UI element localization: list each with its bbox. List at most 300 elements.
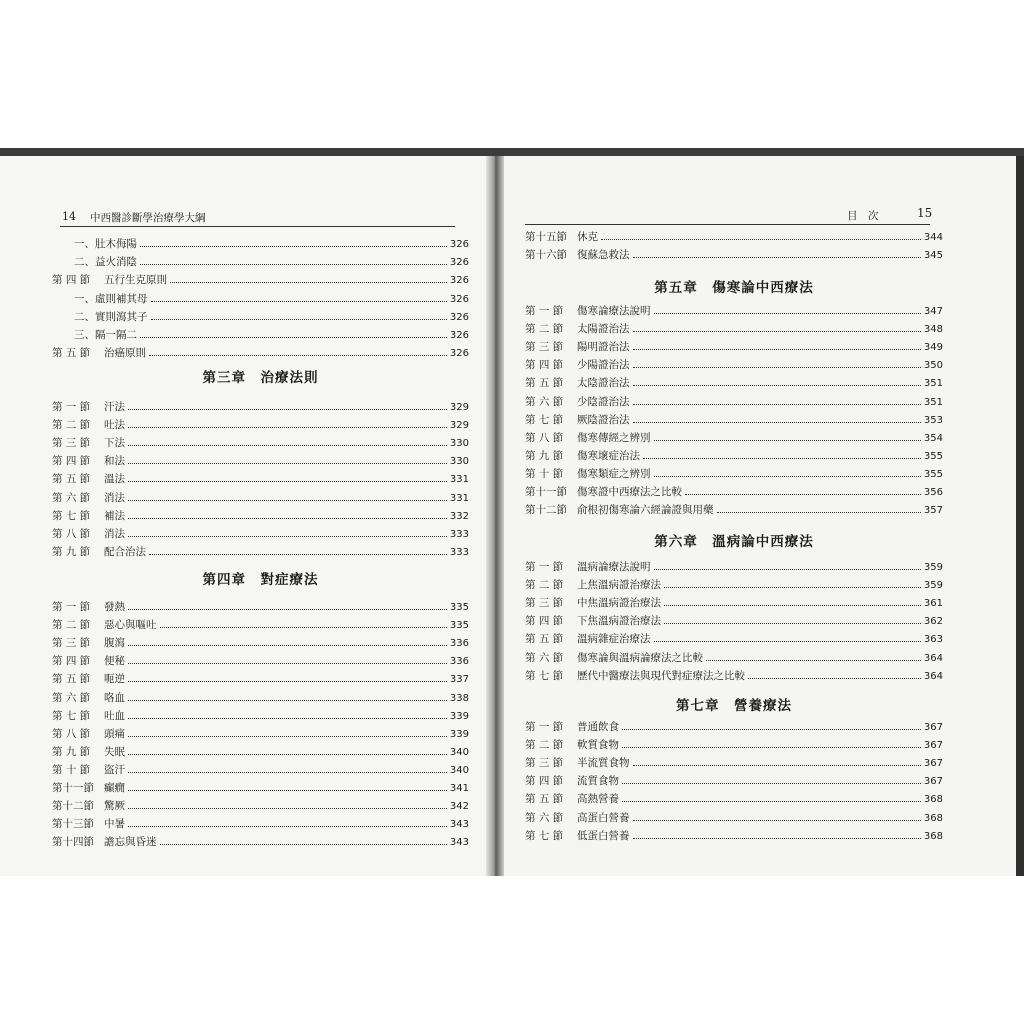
leader-dots (643, 457, 921, 459)
section-label: 第 六 節 (52, 691, 91, 704)
leader-dots (149, 354, 447, 356)
toc-entry (525, 229, 943, 244)
section-label: 第 十 節 (525, 467, 564, 480)
toc-entry (52, 816, 469, 831)
section-label: 第 一 節 (525, 561, 564, 573)
section-label: 第 七 節 (525, 669, 564, 682)
section-title: 配合治法 (104, 545, 146, 558)
toc-entry (525, 595, 943, 610)
toc-entry (525, 448, 943, 463)
toc-entry (52, 762, 469, 777)
section-title: 傷寒證中西療法之比較 (577, 486, 682, 498)
section-title: 傷寒壞症治法 (577, 449, 640, 462)
leader-dots (128, 753, 447, 755)
section-label: 第 十 節 (52, 763, 91, 776)
section-label: 第十五節 (525, 231, 567, 243)
toc-entry (525, 668, 943, 683)
toc-entry (52, 345, 469, 360)
toc-entry (52, 617, 469, 632)
section-label: 第 二 節 (525, 579, 564, 592)
leader-dots (664, 604, 921, 606)
toc-entry (52, 435, 469, 450)
section-title: 消法 (104, 527, 125, 540)
leader-dots (664, 622, 921, 624)
toc-entry (52, 508, 469, 523)
section-title: 溫病雜症治療法 (577, 633, 651, 646)
section-title: 治癌原則 (104, 347, 146, 360)
section-label: 第 四 節 (525, 359, 564, 372)
toc-entry (52, 309, 469, 324)
section-title: 中暑 (104, 818, 125, 831)
toc-entry (52, 453, 469, 468)
section-title: 二、實則瀉其子 (74, 310, 148, 323)
page-ref: 361 (923, 598, 943, 610)
section-title: 高蛋白營養 (577, 811, 630, 824)
leader-dots (128, 426, 447, 428)
section-label: 第十二節 (52, 800, 94, 813)
section-label: 第 四 節 (525, 775, 564, 788)
section-title: 和法 (104, 455, 125, 468)
section-title: 頭痛 (104, 727, 125, 740)
page-ref: 333 (449, 546, 469, 558)
section-title: 溫法 (104, 473, 125, 486)
section-label: 第 一 節 (525, 305, 564, 317)
toc-entry (525, 321, 943, 336)
leader-dots (633, 403, 921, 405)
toc-entry (52, 399, 469, 414)
leader-dots (128, 735, 447, 737)
page-ref: 345 (923, 250, 943, 261)
leader-dots (128, 699, 447, 701)
toc-entry (525, 828, 943, 843)
section-title: 便秘 (104, 655, 125, 668)
right-header-rule (525, 224, 930, 225)
section-title: 惡心與嘔吐 (104, 619, 157, 632)
leader-dots (160, 843, 447, 845)
leader-dots (654, 640, 921, 642)
page-ref: 367 (923, 758, 943, 770)
section-title: 休克 (577, 231, 598, 243)
page-ref: 339 (449, 728, 469, 740)
leader-dots (622, 782, 921, 784)
page-ref: 368 (923, 812, 943, 824)
page-ref: 326 (449, 275, 469, 287)
page-ref: 340 (449, 746, 469, 758)
toc-entry (52, 526, 469, 541)
toc-entry (525, 412, 943, 427)
section-label: 第 六 節 (525, 395, 564, 408)
toc-entry (525, 466, 943, 481)
section-label: 第 四 節 (52, 455, 91, 468)
leader-dots (633, 837, 921, 839)
section-label: 第 一 節 (52, 401, 91, 413)
page-ref: 344 (923, 232, 943, 243)
toc-entry (52, 798, 469, 813)
toc-entry (52, 653, 469, 668)
left-page-number: 14 (62, 210, 76, 223)
page-ref: 357 (923, 505, 943, 517)
page-ref: 332 (449, 510, 469, 522)
toc-entry (52, 780, 469, 795)
section-title: 消法 (104, 491, 125, 504)
section-label: 第 五 節 (52, 473, 91, 486)
leader-dots (128, 480, 447, 482)
leader-dots (633, 819, 921, 821)
toc-entry (525, 650, 943, 665)
section-title: 盜汗 (104, 763, 125, 776)
section-title: 傷寒類症之辨別 (577, 467, 651, 480)
section-title: 厥陰證治法 (577, 413, 630, 426)
section-label: 第 九 節 (525, 449, 564, 462)
page-ref: 342 (449, 801, 469, 813)
section-label: 第十三節 (52, 818, 94, 831)
section-label: 第 六 節 (525, 651, 564, 664)
left-page (0, 156, 493, 876)
section-label: 第 七 節 (52, 509, 91, 522)
section-title: 補法 (104, 509, 125, 522)
scan-right-border (1016, 156, 1024, 876)
toc-entry (525, 755, 943, 770)
toc-entry (52, 544, 469, 559)
section-label: 第 三 節 (525, 341, 564, 354)
page-ref: 341 (449, 783, 469, 794)
page-ref: 336 (449, 638, 469, 650)
leader-dots (149, 553, 447, 555)
section-title: 五行生克原則 (104, 274, 167, 287)
leader-dots (717, 511, 921, 513)
left-header-rule (60, 226, 455, 227)
toc-entry (52, 291, 469, 306)
leader-dots (128, 807, 447, 809)
leader-dots (170, 281, 447, 283)
section-label: 第十一節 (52, 782, 94, 794)
page-ref: 367 (923, 776, 943, 788)
leader-dots (128, 462, 447, 464)
leader-dots (601, 238, 921, 240)
section-label: 第 二 節 (52, 619, 91, 632)
right-page (495, 156, 1024, 876)
toc-entry (52, 708, 469, 723)
toc-entry (525, 339, 943, 354)
toc-entry (52, 417, 469, 432)
page-ref: 336 (449, 656, 469, 668)
section-title: 半流質食物 (577, 757, 630, 770)
page-ref: 350 (923, 360, 943, 372)
section-title: 太陽證治法 (577, 323, 630, 336)
toc-entry (52, 726, 469, 741)
section-title: 一、虛則補其母 (74, 292, 148, 305)
page-ref: 330 (449, 438, 469, 450)
section-title: 呃逆 (104, 673, 125, 686)
section-title: 咯血 (104, 691, 125, 704)
chapter-7-heading: 第七章 營養療法 (676, 698, 792, 714)
leader-dots (633, 366, 921, 368)
page-ref: 355 (923, 450, 943, 462)
leader-dots (128, 789, 447, 791)
section-title: 上焦溫病證治療法 (577, 579, 661, 592)
leader-dots (128, 771, 447, 773)
section-label: 第 七 節 (525, 413, 564, 426)
leader-dots (633, 330, 921, 332)
leader-dots (633, 256, 921, 258)
toc-entry (52, 834, 469, 849)
toc-entry (525, 357, 943, 372)
page-ref: 326 (449, 239, 469, 250)
toc-entry (525, 773, 943, 788)
leader-dots (160, 626, 447, 628)
section-label: 第 三 節 (52, 437, 91, 450)
section-title: 汗法 (104, 401, 125, 413)
chapter-4-heading: 第四章 對症療法 (202, 572, 319, 588)
section-title: 傷寒論療法說明 (577, 305, 651, 317)
leader-dots (633, 764, 921, 766)
section-title: 驚厥 (104, 800, 125, 813)
leader-dots (622, 746, 921, 748)
section-title: 下法 (104, 437, 125, 450)
leader-dots (633, 384, 921, 386)
page-ref: 364 (923, 670, 943, 682)
toc-entry (525, 303, 943, 318)
section-title: 傷寒傳經之辨別 (577, 431, 651, 444)
page-ref: 363 (923, 634, 943, 646)
toc-entry (525, 719, 943, 734)
page-ref: 326 (449, 293, 469, 305)
toc-entry (525, 394, 943, 409)
section-label: 第 七 節 (525, 829, 564, 842)
leader-dots (664, 586, 921, 588)
toc-entry (525, 631, 943, 646)
section-title: 三、隔一隔二 (74, 329, 137, 341)
section-label: 第 八 節 (525, 431, 564, 444)
chapter-6-heading: 第六章 溫病論中西療法 (654, 534, 814, 550)
section-label: 第 一 節 (52, 601, 91, 613)
page-ref: 340 (449, 764, 469, 776)
toc-entry (52, 635, 469, 650)
section-title: 低蛋白營養 (577, 829, 630, 842)
page-ref: 335 (449, 620, 469, 632)
leader-dots (654, 439, 921, 441)
leader-dots (685, 493, 921, 495)
section-label: 第 三 節 (52, 637, 91, 650)
leader-dots (633, 421, 921, 423)
page-ref: 326 (449, 330, 469, 341)
section-title: 腹瀉 (104, 637, 125, 650)
page-ref: 335 (449, 602, 469, 613)
section-title: 發熱 (104, 601, 125, 613)
toc-entry (52, 744, 469, 759)
page-ref: 367 (923, 740, 943, 752)
section-label: 第 二 節 (525, 739, 564, 752)
toc-entry (525, 737, 943, 752)
section-label: 第 九 節 (52, 545, 91, 558)
section-title: 流質食物 (577, 775, 619, 788)
page-ref: 326 (449, 348, 469, 360)
section-label: 第 三 節 (525, 597, 564, 610)
toc-entry (52, 599, 469, 614)
page-ref: 330 (449, 456, 469, 468)
section-title: 太陰證治法 (577, 377, 630, 390)
leader-dots (151, 300, 447, 302)
section-label: 第 五 節 (525, 793, 564, 806)
page-ref: 348 (923, 324, 943, 336)
section-label: 第 四 節 (52, 655, 91, 668)
page-ref: 359 (923, 580, 943, 592)
section-title: 陽明證治法 (577, 341, 630, 354)
leader-dots (140, 245, 447, 247)
toc-entry (52, 236, 469, 251)
leader-dots (654, 568, 921, 570)
page-ref: 355 (923, 468, 943, 480)
section-title: 歷代中醫療法與現代對症療法之比較 (577, 669, 745, 682)
section-label: 第 六 節 (52, 491, 91, 504)
page-ref: 343 (449, 837, 469, 849)
page-ref: 349 (923, 342, 943, 354)
book-gutter (486, 156, 504, 876)
toc-entry (52, 327, 469, 342)
section-label: 第 五 節 (525, 633, 564, 646)
toc-entry (52, 690, 469, 705)
section-label: 第 五 節 (52, 347, 91, 360)
leader-dots (128, 535, 447, 537)
section-label: 第 二 節 (52, 419, 91, 432)
right-page-number: 15 (917, 206, 933, 220)
page-ref: 343 (449, 819, 469, 831)
section-label: 第十四節 (52, 836, 94, 849)
page-ref: 333 (449, 528, 469, 540)
leader-dots (654, 312, 921, 314)
page-ref: 359 (923, 562, 943, 573)
section-title: 軟質食物 (577, 739, 619, 752)
leader-dots (128, 517, 447, 519)
leader-dots (128, 825, 447, 827)
page-ref: 331 (449, 492, 469, 504)
section-title: 少陽證治法 (577, 359, 630, 372)
page-ref: 353 (923, 414, 943, 426)
leader-dots (128, 717, 447, 719)
left-running-title: 中西醫診斷學治療學大綱 (90, 212, 206, 224)
page-ref: 339 (449, 710, 469, 722)
page-ref: 326 (449, 257, 469, 269)
right-running-title: 目 次 (847, 210, 879, 222)
section-label: 第 七 節 (52, 709, 91, 722)
leader-dots (654, 475, 921, 477)
section-label: 第十六節 (525, 249, 567, 261)
toc-entry (52, 272, 469, 287)
leader-dots (140, 336, 447, 338)
toc-entry (525, 791, 943, 806)
page-ref: 364 (923, 652, 943, 664)
leader-dots (128, 499, 447, 501)
page-ref: 367 (923, 722, 943, 733)
section-label: 第 六 節 (525, 811, 564, 824)
toc-entry (525, 559, 943, 574)
section-label: 第 五 節 (52, 673, 91, 686)
toc-entry (525, 502, 943, 517)
toc-entry (525, 613, 943, 628)
page-ref: 329 (449, 420, 469, 432)
section-title: 中焦溫病證治療法 (577, 597, 661, 610)
page-ref: 351 (923, 378, 943, 390)
section-label: 第 八 節 (52, 527, 91, 540)
toc-entry (525, 247, 943, 262)
toc-entry (525, 430, 943, 445)
page-ref: 347 (923, 306, 943, 317)
toc-entry (525, 375, 943, 390)
section-label: 第 九 節 (52, 745, 91, 758)
section-title: 少陰證治法 (577, 395, 630, 408)
page-ref: 351 (923, 396, 943, 408)
leader-dots (128, 408, 447, 410)
section-title: 俞根初傷寒論六經論證與用藥 (577, 504, 714, 517)
page-ref: 331 (449, 474, 469, 486)
leader-dots (128, 680, 447, 682)
leader-dots (128, 444, 447, 446)
section-title: 復蘇急救法 (577, 249, 630, 261)
section-title: 失眠 (104, 745, 125, 758)
section-title: 譫忘與昏迷 (104, 836, 157, 849)
section-title: 吐血 (104, 709, 125, 722)
toc-entry (52, 471, 469, 486)
leader-dots (128, 662, 447, 664)
section-label: 第 四 節 (52, 274, 91, 287)
section-title: 普通飲食 (577, 721, 619, 733)
leader-dots (622, 800, 921, 802)
toc-entry (525, 484, 943, 499)
toc-entry (52, 490, 469, 505)
page-ref: 354 (923, 432, 943, 444)
chapter-5-heading: 第五章 傷寒論中西療法 (654, 280, 814, 296)
section-label: 第 一 節 (525, 721, 564, 733)
section-title: 傷寒論與溫病論療法之比較 (577, 651, 703, 664)
leader-dots (748, 677, 921, 679)
page-ref: 368 (923, 794, 943, 806)
toc-entry (52, 254, 469, 269)
page-ref: 356 (923, 487, 943, 498)
page-ref: 368 (923, 830, 943, 842)
page-ref: 338 (449, 692, 469, 704)
section-label: 第 五 節 (525, 377, 564, 390)
page-ref: 326 (449, 311, 469, 323)
section-title: 癲癇 (104, 782, 125, 794)
page-ref: 329 (449, 402, 469, 413)
page-ref: 337 (449, 674, 469, 686)
leader-dots (633, 348, 921, 350)
leader-dots (128, 608, 447, 610)
leader-dots (128, 644, 447, 646)
scan-top-border (0, 148, 1024, 156)
chapter-3-heading: 第三章 治療法則 (202, 370, 319, 386)
section-title: 溫病論療法說明 (577, 561, 651, 573)
section-label: 第 三 節 (525, 757, 564, 770)
section-label: 第十二節 (525, 504, 567, 517)
section-title: 一、肚木侮陽 (74, 238, 137, 250)
section-label: 第 二 節 (525, 323, 564, 336)
section-title: 二、益火消陰 (74, 256, 137, 269)
leader-dots (151, 318, 447, 320)
leader-dots (140, 263, 447, 265)
section-title: 吐法 (104, 419, 125, 432)
section-label: 第 八 節 (52, 727, 91, 740)
toc-entry (52, 671, 469, 686)
toc-entry (525, 810, 943, 825)
leader-dots (706, 659, 921, 661)
section-label: 第 四 節 (525, 615, 564, 628)
section-title: 下焦溫病證治療法 (577, 615, 661, 628)
leader-dots (622, 728, 921, 730)
toc-entry (525, 577, 943, 592)
section-label: 第十一節 (525, 486, 567, 498)
section-title: 高熱營養 (577, 793, 619, 806)
